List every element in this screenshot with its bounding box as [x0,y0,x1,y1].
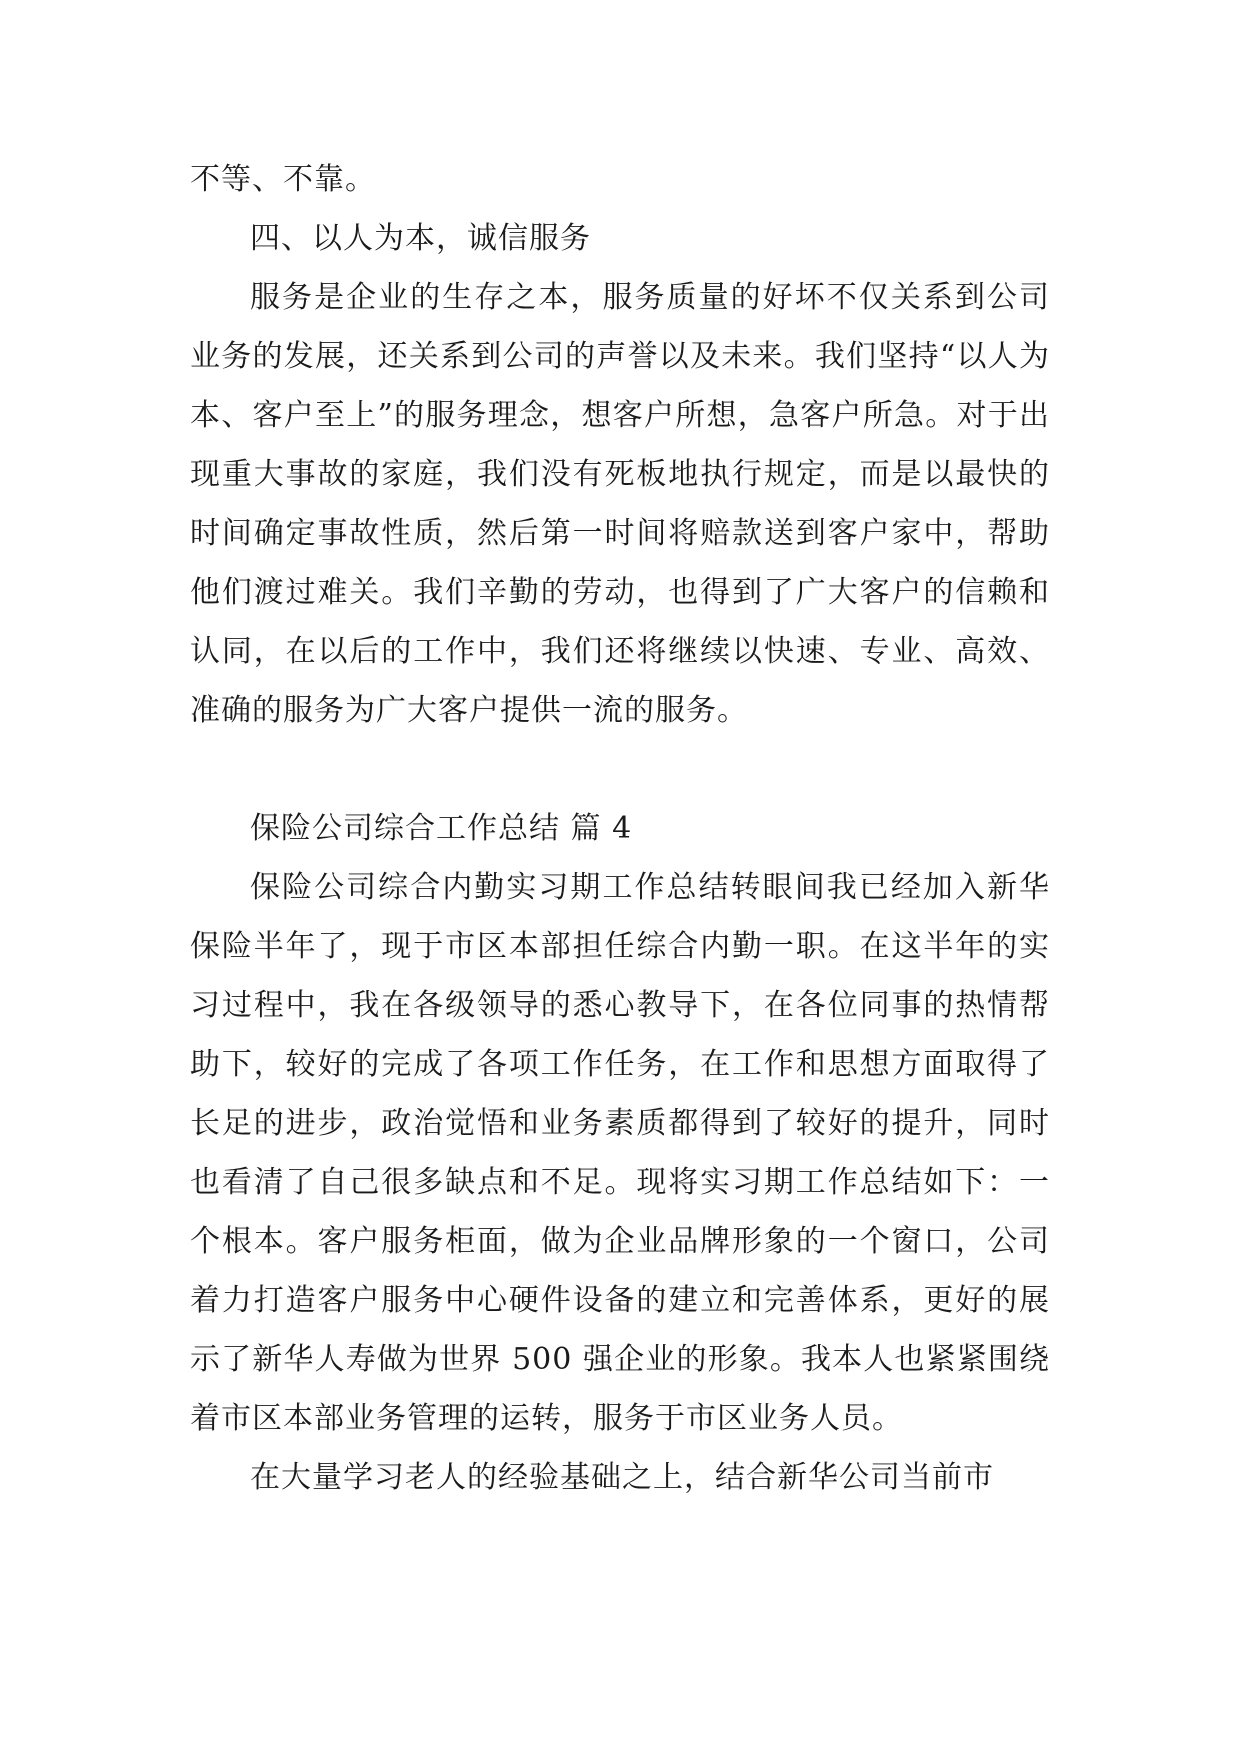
document-body [190,150,1050,1507]
paragraph-internship-summary: 保险公司综合内勤实习期工作总结转眼间我已经加入新华保险半年了，现于市区本部担任综合内勤一职。在这半年的实习过程中，我在各级领导的悉心教导下，在各位同事的热情帮助下，较好的完成了各项工作任务，在工作和思想方面取得了长足的进步，政治觉悟和业务素质都得到了较好的提升，同时也看清了自己很多缺点和不足。现将实习期工作总结如下：一个根本。客户服务柜面，做为企业品牌形象的一个窗口，公司着力打造客户服务中心硬件设备的建立和完善体系，更好的展示了新华人寿做为世界 500 强企业的形象。我本人也紧紧围绕着市区本部业务管理的运转，服务于市区业务人员。 [190,870,1050,1436]
section-heading-four: 四、以人为本，诚信服务 [250,221,591,256]
paragraph-continuation: 不等、不靠。 [190,162,376,197]
paragraph-service: 服务是企业的生存之本，服务质量的好坏不仅关系到公司业务的发展，还关系到公司的声誉以及未来。我们坚持“以人为本、客户至上”的服务理念，想客户所想，急客户所急。对于出现重大事故的家庭，我们没有死板地执行规定，而是以最快的时间确定事故性质，然后第一时间将赔款送到客户家中，帮助他们渡过难关。我们辛勤的劳动，也得到了广大客户的信赖和认同，在以后的工作中，我们还将继续以快速、专业、高效、准确的服务为广大客户提供一流的服务。 [190,280,1050,728]
section-title-part4: 保险公司综合工作总结 篇 4 [250,811,633,846]
paragraph-experience: 在大量学习老人的经验基础之上，结合新华公司当前市 [250,1460,994,1495]
